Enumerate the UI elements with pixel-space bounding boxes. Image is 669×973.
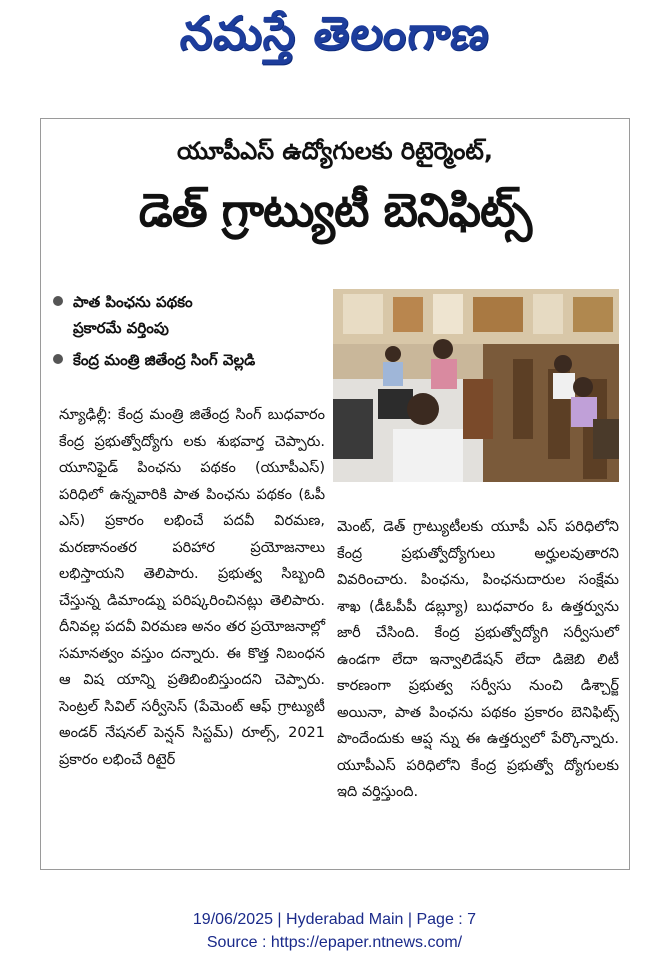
bullet-dot-icon xyxy=(53,354,63,364)
highlight-bullets xyxy=(53,289,323,379)
newspaper-logo: నమస్తే తెలంగాణ xyxy=(177,6,493,60)
footer-edition-info: 19/06/2025 | Hyderabad Main | Page : 7 xyxy=(192,911,477,928)
article-headline: డెత్ గ్రాట్యుటీ బెనిఫిట్స్ xyxy=(138,183,532,237)
news-article xyxy=(40,118,630,870)
bullet-item xyxy=(53,289,323,341)
office-scene-image xyxy=(333,289,619,482)
article-body-column-1: న్యూఢిల్లీ: కేంద్ర మంత్రి జితేంద్ర సింగ్ బుధవారం కేంద్ర ప్రభుత్వోద్యోగు లకు శుభవార్త చెప్పారు. యూనిఫైడ్ పింఛను పథకం (యూపీఎస్) పరిధిలో ఉన్నవారికి పాత పింఛను పథకం (ఓపీ ఎస్) ప్రకారం లభించే పదవీ విరమణ, మరణానంతర పరిహార ప్రయోజనాలు లభిస్తాయని తెలిపారు. ప్రభుత్వ సిబ్బంది చేస్తున్న డిమాండ్ను పరిష్కరించినట్లు తెలిపారు. దీనివల్ల పదవీ విరమణ అనం తర ప్రయోజనాల్లో సమానత్వం వస్తుం దన్నారు. ఈ కొత్త నిబంధన ఆ విష యాన్ని ప్రతిబింబిస్తుందని చెప్పారు. సెంట్రల్ సివిల్ సర్వీసెస్ (పేమెంట్ ఆఫ్ గ్రాట్యుటీ అండర్ నేషనల్ పెన్షన్ సిస్టమ్) రూల్స్, 2021 ప్రకారం లభించే రిటైర్ xyxy=(59,407,325,768)
bullet-dot-icon xyxy=(53,296,63,306)
bullet-text: పాత పింఛను పథకం xyxy=(73,293,193,311)
article-kicker: యూపీఎస్ ఉద్యోగులకు రిటైర్మెంట్, xyxy=(176,137,494,165)
bullet-text: ప్రకారమే వర్తింపు xyxy=(73,319,169,337)
masthead xyxy=(0,4,669,74)
bullet-item xyxy=(53,347,323,373)
article-body-column-2: మెంట్, డెత్ గ్రాట్యుటీలకు యూపీ ఎస్ పరిధిలోని కేంద్ర ప్రభుత్వోద్యోగులు అర్హులవుతారని వివరించారు. పింఛను, పింఛనుదారుల సంక్షేమ శాఖ (డీఓపీపీ డబ్ల్యూ) బుధవారం ఓ ఉత్తర్వును జారీ చేసింది. కేంద్ర ప్రభుత్వోద్యోగి సర్వీసులో ఉండగా లేదా ఇన్వాలిడేషన్ లేదా డిజెబి లిటీ కారణంగా ప్రభుత్వ సర్వీసు నుంచి డిశ్చార్జ్ అయినా, పాత పింఛను పథకం ప్రకారం బెనిఫిట్స్ పొందేందుకు ఆప్ష న్ను ఈ ఉత్తర్వులో పేర్కొన్నారు. యూపీఎస్ పరిధిలోని కేంద్ర ప్రభుత్వో ద్యోగులకు ఇది వర్తిస్తుంది. xyxy=(337,519,619,800)
footer-source-link[interactable]: Source : https://epaper.ntnews.com/ xyxy=(206,934,463,951)
office-photo xyxy=(333,289,619,482)
bullet-text: కేంద్ర మంత్రి జితేంద్ర సింగ్ వెల్లడి xyxy=(73,351,256,369)
